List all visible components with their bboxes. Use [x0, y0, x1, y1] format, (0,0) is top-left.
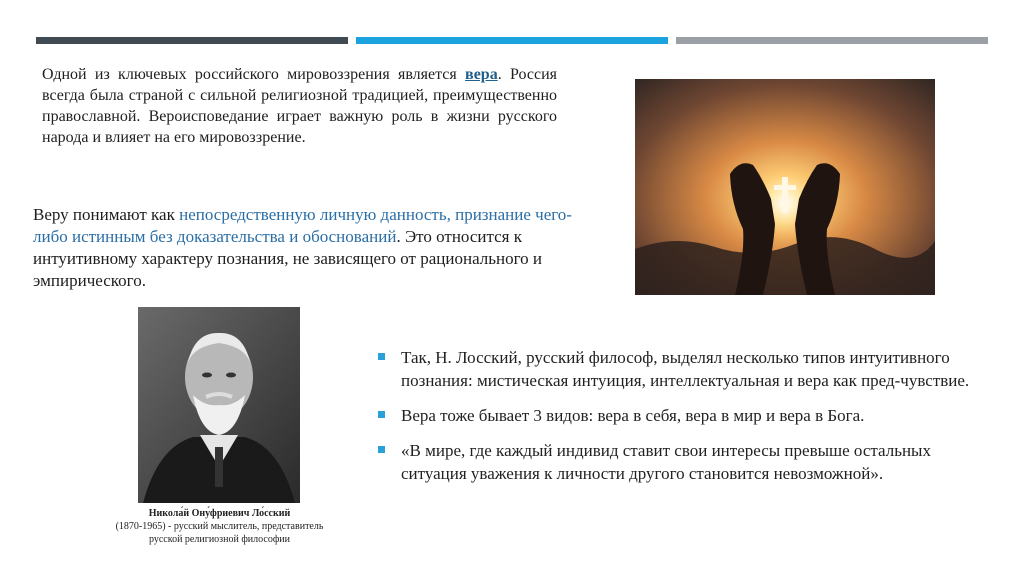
top-bar-dark: [36, 37, 348, 44]
bullet-text: «В мире, где каждый индивид ставит свои интересы превыше остальных ситуация уважения к личности другого становится невозможной».: [401, 441, 931, 483]
bullet-text: Так, Н. Лосский, русский философ, выделял несколько типов интуитивного познания: мистическая интуиция, интеллектуальная и вера как пред-чувствие.: [401, 348, 970, 390]
square-bullet-icon: [378, 353, 385, 360]
keyword-vera: вера: [465, 66, 498, 83]
square-bullet-icon: [378, 446, 385, 453]
bullet-list: [378, 346, 978, 497]
portrait-caption: [112, 507, 327, 546]
list-item: [378, 404, 978, 427]
intro-text-end: . Россия всегда была страной с сильной религиозной традицией, преимущественно православной. Вероисповедание играет важную роль в жизни русского народа и влияет на его мировоззрение.: [42, 66, 557, 146]
list-item: [378, 439, 978, 485]
intro-text-start: Одной из ключевых российского мировоззрения является: [42, 66, 466, 83]
portrait-caption-name: Никола́й Ону́фриевич Ло́сский: [148, 508, 291, 519]
definition-highlight: непосредственную личную данность, признание чего-либо истинным без доказательства и обоснований: [33, 205, 572, 246]
portrait-caption-details: (1870-1965) - русский мыслитель, представитель русской религиозной философии: [115, 521, 324, 545]
top-bar-blue: [356, 37, 668, 44]
losskiy-portrait-image: [138, 307, 300, 503]
definition-paragraph: [33, 204, 593, 292]
intro-paragraph: [42, 64, 557, 148]
bullet-text: Вера тоже бывает 3 видов: вера в себя, вера в мир и вера в Бога.: [401, 406, 865, 425]
list-item: [378, 346, 978, 392]
definition-text-end: . Это относится к интуитивному характеру познания, не зависящего от рационального и эмпирического.: [33, 227, 543, 290]
praying-hands-image: [635, 79, 935, 295]
definition-text-start: Веру понимают как: [33, 205, 180, 224]
top-bar-gray: [676, 37, 988, 44]
square-bullet-icon: [378, 411, 385, 418]
